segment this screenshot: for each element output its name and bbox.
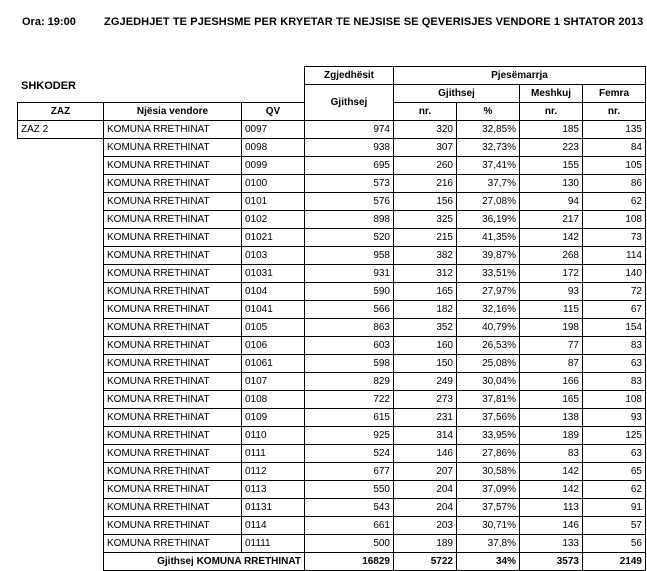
- table-row: [18, 337, 646, 355]
- unit-cell: KOMUNA RRETHINAT: [104, 373, 242, 391]
- voters-cell: 722: [305, 391, 394, 409]
- voters-cell: 520: [305, 229, 394, 247]
- turnout-nr-cell: 182: [394, 301, 457, 319]
- male-cell: 133: [520, 535, 583, 553]
- male-nr-header: nr.: [520, 103, 583, 121]
- zaz-cell: [18, 445, 104, 463]
- voters-cell: 695: [305, 157, 394, 175]
- unit-cell: KOMUNA RRETHINAT: [104, 391, 242, 409]
- turnout-nr-cell: 382: [394, 247, 457, 265]
- voters-cell: 898: [305, 211, 394, 229]
- unit-cell: KOMUNA RRETHINAT: [104, 535, 242, 553]
- unit-cell: KOMUNA RRETHINAT: [104, 175, 242, 193]
- male-cell: 138: [520, 409, 583, 427]
- female-cell: 67: [583, 301, 646, 319]
- voters-cell: 566: [305, 301, 394, 319]
- qv-cell: 0107: [242, 373, 305, 391]
- turnout-nr-cell: 314: [394, 427, 457, 445]
- female-cell: 154: [583, 319, 646, 337]
- total-male: 3573: [520, 553, 583, 571]
- turnout-pct-cell: 30,04%: [457, 373, 520, 391]
- turnout-pct-cell: 27,08%: [457, 193, 520, 211]
- voters-cell: 974: [305, 121, 394, 139]
- male-cell: 83: [520, 445, 583, 463]
- zaz-cell: [18, 301, 104, 319]
- zaz-cell: [18, 193, 104, 211]
- female-cell: 73: [583, 229, 646, 247]
- female-cell: 108: [583, 211, 646, 229]
- turnout-nr-cell: 189: [394, 535, 457, 553]
- turnout-pct-cell: 37,8%: [457, 535, 520, 553]
- turnout-pct-cell: 33,51%: [457, 265, 520, 283]
- turnout-pct-cell: 37,57%: [457, 499, 520, 517]
- voters-cell: 543: [305, 499, 394, 517]
- voters-cell: 677: [305, 463, 394, 481]
- unit-cell: KOMUNA RRETHINAT: [104, 157, 242, 175]
- report-time: Ora: 19:00: [22, 16, 76, 28]
- male-cell: 155: [520, 157, 583, 175]
- qv-cell: 0102: [242, 211, 305, 229]
- turnout-pct-cell: 32,73%: [457, 139, 520, 157]
- turnout-nr-cell: 207: [394, 463, 457, 481]
- male-cell: 142: [520, 481, 583, 499]
- voters-group-header: Zgjedhësit: [305, 67, 394, 85]
- zaz-cell: [18, 319, 104, 337]
- turnout-pct-cell: 32,16%: [457, 301, 520, 319]
- turnout-pct-cell: 39,87%: [457, 247, 520, 265]
- zaz-cell: [18, 517, 104, 535]
- turnout-nr-cell: 216: [394, 175, 457, 193]
- zaz-cell: [18, 481, 104, 499]
- male-cell: 113: [520, 499, 583, 517]
- zaz-cell: [18, 139, 104, 157]
- unit-cell: KOMUNA RRETHINAT: [104, 355, 242, 373]
- male-cell: 142: [520, 463, 583, 481]
- zaz-cell: [18, 535, 104, 553]
- voters-cell: 598: [305, 355, 394, 373]
- turnout-nr-cell: 146: [394, 445, 457, 463]
- unit-cell: KOMUNA RRETHINAT: [104, 319, 242, 337]
- table-row: [18, 481, 646, 499]
- turnout-nr-cell: 204: [394, 481, 457, 499]
- header-row-1: [18, 67, 646, 85]
- zaz-cell: [18, 373, 104, 391]
- table-row: [18, 355, 646, 373]
- turnout-nr-cell: 204: [394, 499, 457, 517]
- unit-cell: KOMUNA RRETHINAT: [104, 283, 242, 301]
- zaz-cell: [18, 409, 104, 427]
- qv-cell: 0108: [242, 391, 305, 409]
- turnout-pct-cell: 26,53%: [457, 337, 520, 355]
- table-row: [18, 463, 646, 481]
- table-row: [18, 319, 646, 337]
- qv-cell: 0112: [242, 463, 305, 481]
- turnout-nr-cell: 325: [394, 211, 457, 229]
- male-cell: 142: [520, 229, 583, 247]
- total-female: 2149: [583, 553, 646, 571]
- zaz-cell: [18, 283, 104, 301]
- turnout-nr-cell: 215: [394, 229, 457, 247]
- table-row: [18, 229, 646, 247]
- turnout-pct-cell: 32,85%: [457, 121, 520, 139]
- turnout-group-header: Pjesëmarrja: [394, 67, 646, 85]
- turnout-pct-cell: 37,81%: [457, 391, 520, 409]
- turnout-nr-cell: 260: [394, 157, 457, 175]
- male-cell: 146: [520, 517, 583, 535]
- table-row: [18, 283, 646, 301]
- male-cell: 94: [520, 193, 583, 211]
- pct-header: %: [457, 103, 520, 121]
- female-cell: 62: [583, 481, 646, 499]
- voters-cell: 829: [305, 373, 394, 391]
- unit-cell: KOMUNA RRETHINAT: [104, 139, 242, 157]
- female-cell: 125: [583, 427, 646, 445]
- turnout-nr-cell: 160: [394, 337, 457, 355]
- zaz-cell: [18, 265, 104, 283]
- male-cell: 115: [520, 301, 583, 319]
- turnout-pct-cell: 33,95%: [457, 427, 520, 445]
- nr-header: nr.: [394, 103, 457, 121]
- female-cell: 135: [583, 121, 646, 139]
- qv-cell: 0100: [242, 175, 305, 193]
- male-cell: 185: [520, 121, 583, 139]
- voters-cell: 524: [305, 445, 394, 463]
- turnout-nr-cell: 150: [394, 355, 457, 373]
- qv-cell: 01031: [242, 265, 305, 283]
- male-cell: 77: [520, 337, 583, 355]
- male-cell: 189: [520, 427, 583, 445]
- header-row-2: [18, 85, 646, 103]
- turnout-table: [17, 66, 646, 571]
- table-row: [18, 139, 646, 157]
- total-voters: 16829: [305, 553, 394, 571]
- zaz-cell: [18, 355, 104, 373]
- qv-cell: 0104: [242, 283, 305, 301]
- qv-cell: 0106: [242, 337, 305, 355]
- zaz-cell: [18, 157, 104, 175]
- table-row: [18, 391, 646, 409]
- female-cell: 83: [583, 337, 646, 355]
- male-header: Meshkuj: [520, 85, 583, 103]
- zaz-cell: [18, 391, 104, 409]
- zaz-cell: [18, 211, 104, 229]
- male-cell: 93: [520, 283, 583, 301]
- male-cell: 130: [520, 175, 583, 193]
- turnout-pct-cell: 36,19%: [457, 211, 520, 229]
- voters-cell: 931: [305, 265, 394, 283]
- male-cell: 165: [520, 391, 583, 409]
- zaz-cell: [18, 337, 104, 355]
- turnout-nr-cell: 320: [394, 121, 457, 139]
- female-cell: 57: [583, 517, 646, 535]
- male-cell: 268: [520, 247, 583, 265]
- table-row: [18, 517, 646, 535]
- qv-cell: 0110: [242, 427, 305, 445]
- male-cell: 87: [520, 355, 583, 373]
- table-row: [18, 211, 646, 229]
- turnout-pct-cell: 37,7%: [457, 175, 520, 193]
- voters-cell: 603: [305, 337, 394, 355]
- qv-cell: 0097: [242, 121, 305, 139]
- unit-cell: KOMUNA RRETHINAT: [104, 211, 242, 229]
- voters-cell: 863: [305, 319, 394, 337]
- turnout-pct-cell: 27,86%: [457, 445, 520, 463]
- unit-cell: KOMUNA RRETHINAT: [104, 337, 242, 355]
- table-row: [18, 373, 646, 391]
- qv-cell: 0103: [242, 247, 305, 265]
- unit-cell: KOMUNA RRETHINAT: [104, 301, 242, 319]
- voters-cell: 576: [305, 193, 394, 211]
- table-row: [18, 121, 646, 139]
- female-cell: 83: [583, 373, 646, 391]
- qv-cell: 0114: [242, 517, 305, 535]
- turnout-pct-cell: 27,97%: [457, 283, 520, 301]
- female-cell: 91: [583, 499, 646, 517]
- female-cell: 65: [583, 463, 646, 481]
- voters-cell: 938: [305, 139, 394, 157]
- voters-cell: 590: [305, 283, 394, 301]
- turnout-pct-cell: 30,71%: [457, 517, 520, 535]
- female-nr-header: nr.: [583, 103, 646, 121]
- qv-cell: 01061: [242, 355, 305, 373]
- table-row: [18, 193, 646, 211]
- turnout-nr-cell: 249: [394, 373, 457, 391]
- qv-cell: 01041: [242, 301, 305, 319]
- zaz-cell: [18, 499, 104, 517]
- turnout-pct-cell: 30,58%: [457, 463, 520, 481]
- zaz-header: ZAZ: [18, 103, 104, 121]
- female-cell: 105: [583, 157, 646, 175]
- table-row: [18, 427, 646, 445]
- table-row: [18, 247, 646, 265]
- qv-cell: 0098: [242, 139, 305, 157]
- qv-cell: 01111: [242, 535, 305, 553]
- zaz-cell: ZAZ 2: [18, 121, 104, 139]
- table-row: [18, 301, 646, 319]
- female-cell: 62: [583, 193, 646, 211]
- qv-cell: 0109: [242, 409, 305, 427]
- male-cell: 172: [520, 265, 583, 283]
- turnout-nr-cell: 307: [394, 139, 457, 157]
- voters-total-header: Gjithsej: [305, 85, 394, 121]
- turnout-nr-cell: 231: [394, 409, 457, 427]
- unit-cell: KOMUNA RRETHINAT: [104, 247, 242, 265]
- female-cell: 86: [583, 175, 646, 193]
- voters-cell: 958: [305, 247, 394, 265]
- region-label: SHKODER: [21, 80, 77, 92]
- qv-cell: 0113: [242, 481, 305, 499]
- table-row: [18, 157, 646, 175]
- qv-cell: 01021: [242, 229, 305, 247]
- turnout-pct-cell: 37,41%: [457, 157, 520, 175]
- turnout-pct-cell: 37,56%: [457, 409, 520, 427]
- turnout-nr-cell: 203: [394, 517, 457, 535]
- female-cell: 63: [583, 445, 646, 463]
- voters-cell: 661: [305, 517, 394, 535]
- qv-header: QV: [242, 103, 305, 121]
- turnout-pct-cell: 40,79%: [457, 319, 520, 337]
- male-cell: 223: [520, 139, 583, 157]
- qv-cell: 0105: [242, 319, 305, 337]
- voters-cell: 573: [305, 175, 394, 193]
- female-cell: 114: [583, 247, 646, 265]
- unit-cell: KOMUNA RRETHINAT: [104, 265, 242, 283]
- zaz-cell: [18, 229, 104, 247]
- table-row: [18, 535, 646, 553]
- report-title: ZGJEDHJET TE PJESHSME PER KRYETAR TE NEJSISE SE QEVERISJES VENDORE 1 SHTATOR 2013: [104, 16, 644, 28]
- female-cell: 84: [583, 139, 646, 157]
- turnout-nr-cell: 352: [394, 319, 457, 337]
- female-cell: 72: [583, 283, 646, 301]
- unit-header: Njësia vendore: [104, 103, 242, 121]
- female-cell: 63: [583, 355, 646, 373]
- table-row: [18, 265, 646, 283]
- qv-cell: 01131: [242, 499, 305, 517]
- total-turnout-nr: 5722: [394, 553, 457, 571]
- female-cell: 140: [583, 265, 646, 283]
- zaz-cell: [18, 427, 104, 445]
- unit-cell: KOMUNA RRETHINAT: [104, 463, 242, 481]
- turnout-total-header: Gjithsej: [394, 85, 520, 103]
- voters-cell: 925: [305, 427, 394, 445]
- zaz-cell: [18, 175, 104, 193]
- turnout-nr-cell: 156: [394, 193, 457, 211]
- unit-cell: KOMUNA RRETHINAT: [104, 445, 242, 463]
- total-label: Gjithsej KOMUNA RRETHINAT: [104, 553, 305, 571]
- unit-cell: KOMUNA RRETHINAT: [104, 229, 242, 247]
- voters-cell: 500: [305, 535, 394, 553]
- turnout-nr-cell: 312: [394, 265, 457, 283]
- unit-cell: KOMUNA RRETHINAT: [104, 193, 242, 211]
- female-cell: 56: [583, 535, 646, 553]
- table-row: [18, 445, 646, 463]
- zaz-cell: [18, 247, 104, 265]
- turnout-pct-cell: 25,08%: [457, 355, 520, 373]
- turnout-nr-cell: 165: [394, 283, 457, 301]
- male-cell: 166: [520, 373, 583, 391]
- total-turnout-pct: 34%: [457, 553, 520, 571]
- unit-cell: KOMUNA RRETHINAT: [104, 409, 242, 427]
- turnout-pct-cell: 37,09%: [457, 481, 520, 499]
- table-row: [18, 175, 646, 193]
- unit-cell: KOMUNA RRETHINAT: [104, 517, 242, 535]
- table-row: [18, 409, 646, 427]
- voters-cell: 550: [305, 481, 394, 499]
- table-row: [18, 499, 646, 517]
- qv-cell: 0111: [242, 445, 305, 463]
- male-cell: 198: [520, 319, 583, 337]
- total-row: [18, 553, 646, 571]
- female-cell: 93: [583, 409, 646, 427]
- unit-cell: KOMUNA RRETHINAT: [104, 499, 242, 517]
- turnout-pct-cell: 41,35%: [457, 229, 520, 247]
- unit-cell: KOMUNA RRETHINAT: [104, 427, 242, 445]
- zaz-cell: [18, 463, 104, 481]
- qv-cell: 0101: [242, 193, 305, 211]
- female-header: Femra: [583, 85, 646, 103]
- unit-cell: KOMUNA RRETHINAT: [104, 481, 242, 499]
- voters-cell: 615: [305, 409, 394, 427]
- male-cell: 217: [520, 211, 583, 229]
- total-spacer: [18, 553, 104, 571]
- unit-cell: KOMUNA RRETHINAT: [104, 121, 242, 139]
- female-cell: 108: [583, 391, 646, 409]
- turnout-nr-cell: 273: [394, 391, 457, 409]
- qv-cell: 0099: [242, 157, 305, 175]
